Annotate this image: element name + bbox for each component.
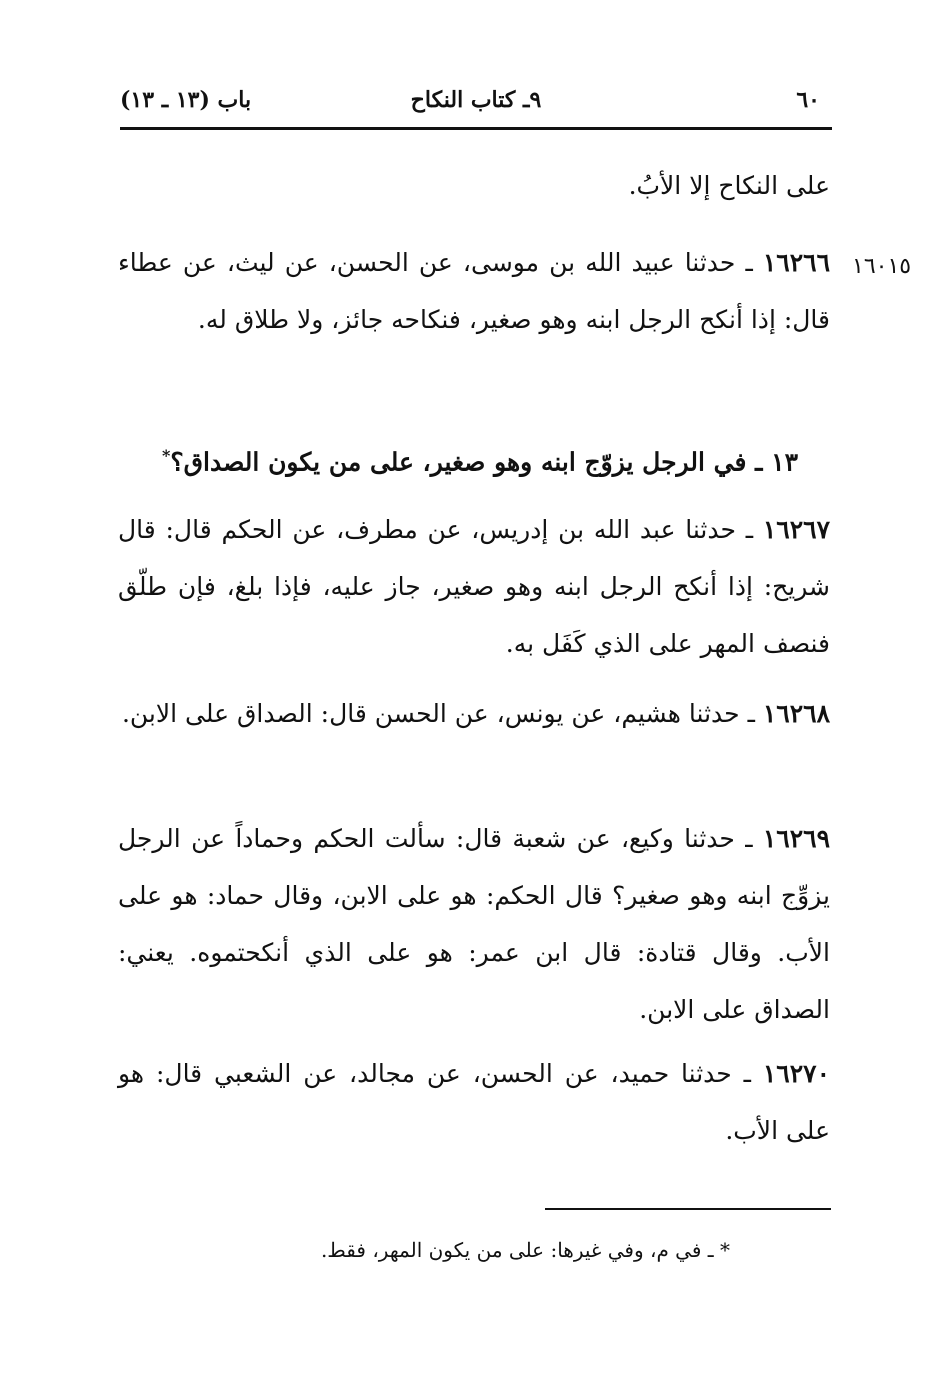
hadith-entry [118,501,830,672]
hadith-entry [118,1045,830,1159]
section-heading [118,436,798,482]
hadith-text: ـ حدثنا حميد، عن الحسن، عن مجالد، عن الشعبي قال: هو على الأب. [118,1059,830,1145]
continuation-text: على النكاح إلا الأبُ. [628,171,830,200]
running-header [120,82,832,118]
hadith-number: ١٦٢٦٩ [762,824,831,853]
chapter-range: باب (١٣ ـ ١٣) [120,87,252,113]
hadith-text: ـ حدثنا هشيم، عن يونس، عن الحسن قال: الصداق على الابن. [121,699,755,728]
hadith-entry [118,810,830,1038]
footnote: * ـ في م، وفي غيرها: على من يكون المهر، فقط. [320,1238,730,1262]
hadith-entry [118,234,830,348]
hadith-text: ـ حدثنا عبيد الله بن موسى، عن الحسن، عن ليث، عن عطاء قال: إذا أنكح الرجل ابنه وهو صغير، فنكاحه جائز، ولا طلاق له. [118,248,830,334]
marginal-number: ١٦٠١٥ [852,254,912,279]
header-rule [120,127,832,130]
footnote-marker: * [162,446,171,465]
hadith-text: ـ حدثنا عبد الله بن إدريس، عن مطرف، عن الحكم قال: قال شريح: إذا أنكح الرجل ابنه وهو صغير، جاز عليه، فإذا بلغ، فإن طلّق فنصف المهر على الذي كَفَل به. [118,515,830,658]
hadith-number: ١٦٢٦٨ [762,699,830,728]
hadith-text: ـ حدثنا وكيع، عن شعبة قال: سألت الحكم وحماداً عن الرجل يزوِّج ابنه وهو صغير؟ قال الحكم: هو على الابن، وقال حماد: هو على الأب. وقال قتادة: قال ابن عمر: هو على الذي أنكحتموه. يعني: الصداق على الابن. [118,824,830,1024]
book-title: ٩ـ كتاب النكاح [410,87,542,113]
hadith-entry [118,685,830,742]
hadith-number: ١٦٢٦٧ [762,515,830,544]
footnote-rule [545,1208,831,1210]
page-number: ٦٠ [796,87,820,113]
hadith-number: ١٦٢٧٠ [762,1059,830,1088]
section-title: ١٣ ـ في الرجل يزوّج ابنه وهو صغير، على من يكون الصداق؟ [170,447,798,477]
hadith-number: ١٦٢٦٦ [762,248,830,277]
